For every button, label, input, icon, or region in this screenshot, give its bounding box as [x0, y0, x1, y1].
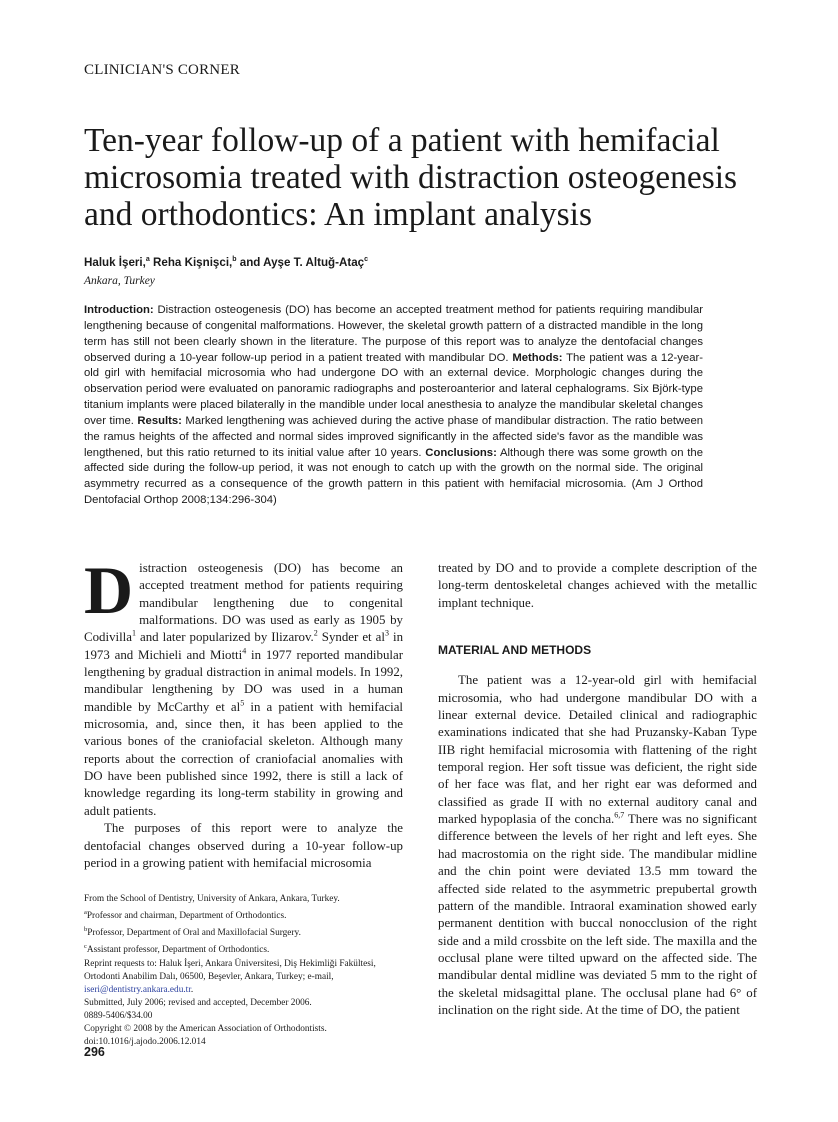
footnote-reprint — [84, 958, 404, 997]
footnote-text: Professor and chairman, Department of Orthodontics. — [86, 911, 287, 922]
affiliation-marker: c — [364, 256, 368, 264]
author-name: Haluk İşeri, — [84, 256, 146, 269]
page-number: 296 — [84, 1045, 105, 1059]
footnote-text: Professor, Department of Oral and Maxillofacial Surgery. — [87, 928, 301, 939]
citation: 3 — [384, 629, 389, 639]
body-text: Synder et al — [317, 630, 385, 645]
citation: 6,7 — [614, 810, 625, 820]
author-list — [84, 256, 368, 269]
affiliation-marker: a — [145, 256, 150, 264]
drop-cap: D — [84, 552, 134, 628]
footnote-text: Assistant professor, Department of Orthodontics. — [86, 945, 270, 956]
footnote-affiliation — [84, 923, 404, 940]
section-label: CLINICIAN'S CORNER — [84, 62, 240, 78]
section-heading: MATERIAL AND METHODS — [438, 643, 592, 658]
body-text: in 1973 and Michieli and Miotti — [84, 630, 404, 662]
body-text: istraction osteogenesis (DO) has become an accepted treatment method for patients requiring mandibular lengthening due to congenital malformations. DO was used as early as 1905 by Codivilla — [84, 561, 403, 645]
footnote-issn: 0889-5406/$34.00 — [84, 1011, 153, 1022]
body-text: in 1977 reported mandibular lengthening by gradual distraction in animal models. In 1992, mandibular lengthening by DO was used in a human mandible by McCarthy et al — [84, 647, 403, 714]
abstract-label-introduction: Introduction: — [84, 304, 154, 316]
footnote-text: . — [190, 984, 194, 995]
abstract-text-methods: The patient was a 12-year-old girl with hemifacial microsomia who had undergone DO with an external device. Morphologic changes during the observation period were evaluated on panoramic radiographs and posteroanterior and lateral cephalograms. Six Björk-type titanium implants were placed bilaterally in the mandible under local anesthesia to analyze the mandibular skeletal changes over time. — [84, 351, 704, 427]
body-paragraph: treated by DO and to provide a complete description of the long-term dentoskeletal changes achieved with the metallic implant technique. — [438, 561, 757, 610]
footnote-affiliation — [84, 906, 404, 923]
article-title: Ten-year follow-up of a patient with hemifacial microsomia treated with distraction osteogenesis and orthodontics: An implant analysis — [84, 122, 738, 233]
body-column-left — [84, 552, 404, 872]
body-text: The patient was a 12-year-old girl with hemifacial microsomia, who had undergone mandibular DO with a linear external device. Detailed clinical and radiographic examinations indicated that she had Pruzansky-Kaban Type IIB right hemifacial microsomia with flattening of the right temporal region. Her soft tissue was deficient, the right side of her face was flat, and her right ear was deformed and classified as grade II with no external auditory canal and marked hypoplasia of the concha. — [438, 673, 757, 827]
author-name: Reha Kişnişci, — [149, 256, 233, 269]
footnote-affiliation — [84, 940, 404, 957]
author-location: Ankara, Turkey — [84, 275, 155, 287]
abstract-text-results: Marked lengthening was achieved during the active phase of mandibular distraction. The ratio between the ramus heights of the affected and normal sides improved significantly in the affected side's favor as the mandible was lengthened, but this ratio returned to its initial value after 10 years. — [84, 414, 704, 459]
email-link[interactable]: iseri@dentistry.ankara.edu.tr — [84, 984, 191, 995]
body-text: and later popularized by Ilizarov. — [135, 630, 314, 645]
affiliation-marker: b — [232, 256, 237, 264]
citation: 1 — [131, 629, 136, 639]
body-column-right — [438, 560, 757, 1019]
body-paragraph: The purposes of this report were to analyze the dentofacial changes observed during a 10-year follow-up period in a growing patient with hemifacial microsomia — [84, 821, 403, 870]
body-paragraph — [438, 672, 757, 1019]
abstract-label-results: Results: — [137, 414, 182, 427]
footnote-doi: doi:10.1016/j.ajodo.2006.12.014 — [84, 1037, 206, 1048]
author-name: and Ayşe T. Altuğ-Ataç — [236, 256, 365, 269]
abstract-text-introduction: Distraction osteogenesis (DO) has become an accepted treatment method for patients requiring mandibular lengthening because of congenital malformations. However, the skeletal growth pattern of a distracted mandible in the long term has still not been clearly shown in the literature. The purpose of this report was to analyze the dentofacial changes observed during a 10-year follow-up period in a patient treated with mandibular DO. — [84, 304, 703, 364]
affiliation-marker: c — [84, 943, 87, 951]
abstract — [84, 303, 703, 509]
citation: 4 — [242, 646, 247, 656]
footnotes — [84, 893, 404, 1049]
footnote-text: Reprint requests to: Haluk İşeri, Ankara Üniversitesi, Diş Hekimliği Fakültesi, Ortodonti Anabilim Dalı, 06500, Beşevler, Ankara, Turkey; e-mail, — [84, 958, 376, 982]
abstract-label-conclusions: Conclusions: — [425, 446, 497, 459]
affiliation-marker: a — [84, 909, 87, 917]
body-text: There was no significant difference between the levels of her right and left eyes. She had macrostomia on the right side. The mandibular midline and the chin point were deviated 13.5 mm toward the affected side related to the asymmetric prepubertal growth pattern of the mandible. Intraoral examination showed early permanent dentition with buccal nonocclusion of the right side and a mild crossbite on the left side. The maxilla and the occlusal plane were tilted upward on the affected side. The mandibular dental midline was deviated 5 mm to the right of the skeletal midsagittal plane. The occlusal plane had 6° of inclination on the right side. At the time of DO, the patient — [438, 812, 757, 1017]
citation: 2 — [313, 629, 318, 639]
abstract-text-conclusions: Although there was some growth on the affected side during the follow-up period, it was not enough to catch up with the growth on the normal side. The original asymmetry recurred as a consequence of the growth pattern in this patient with hemifacial microsomia. (Am J Orthod Dentofacial Orthop 2008;134:296-304) — [84, 446, 703, 507]
citation: 5 — [240, 698, 245, 708]
footnote-submitted: Submitted, July 2006; revised and accepted, December 2006. — [84, 997, 312, 1008]
abstract-label-methods: Methods: — [512, 351, 563, 364]
body-paragraph — [84, 552, 404, 820]
body-text: in a patient with hemifacial microsomia, and, since then, it has been applied to the various bones of the craniofacial skeleton. Although many reports about the correction of craniofacial anomalies with DO have been published since 1992, there is still a lack of knowledge regarding its long-term stability in growing and adult patients. — [84, 699, 403, 818]
footnote-school: From the School of Dentistry, University of Ankara, Ankara, Turkey. — [84, 894, 340, 904]
footnote-copyright: Copyright © 2008 by the American Association of Orthodontists. — [84, 1024, 327, 1035]
affiliation-marker: b — [84, 926, 88, 934]
